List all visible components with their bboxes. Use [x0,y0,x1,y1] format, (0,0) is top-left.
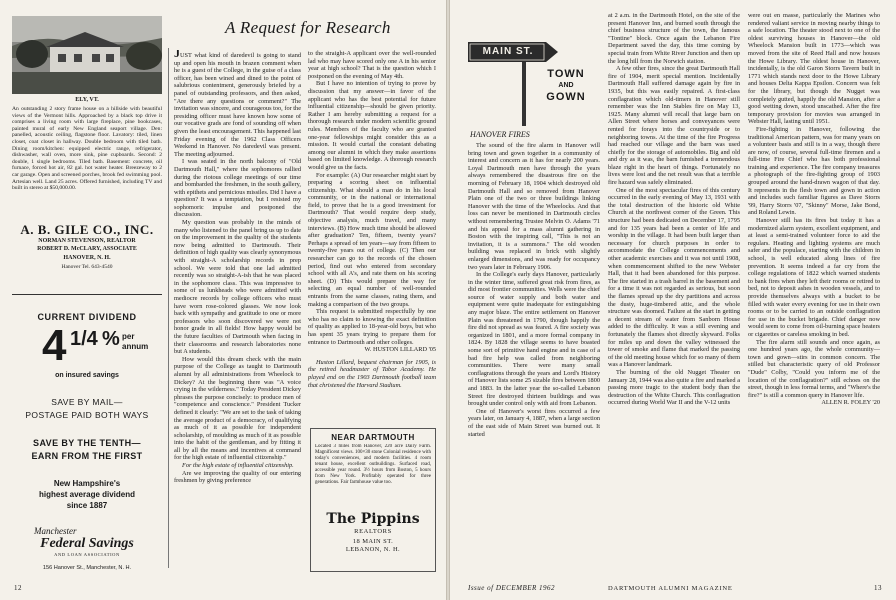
gile-line2: ROBERT D. McCLARY, ASSOCIATE [37,246,137,252]
fires-paragraph-6: One of the most spectacular fires of this century occurred in the early evening of May 13, 1931 with the total destruction of the historic old White Church at the northwest corner of the Green. This structure had been dedicated on December 17, 1795 and for 135 years had been a center of life and worship in the village. It had been built larger than necessary for church purposes in order to accommodate the College commencements and other academic exercises and it was not until 1908, when commencement shifted to the new Webster Hall, that it had been abandoned for this purpose. The fire started in a trash barrel in the basement and for a time it was not regarded as serious, but soon the flames spread up the dry partitions and across the dusty, huge-timbered attic, and the whole structure was doomed. Failure at the start in getting a decent stream of water from Sanborn House added to the difficulty. It was a still evening and fortunately the flames shot directly skyward. Folks for miles up and down the valley witnessed the tower of smoke and flame that marked the passing of the old meeting house which for so many of them was a Hanover landmark. [608,186,740,369]
fires-paragraph-4: at 2 a.m. in the Dartmouth Hotel, on the site of the present Hanover Inn, and burned south through the chief business structure of the town, the famous "Tontine" block. Once again the Lebanon Fire Department saved the day, this time coming by special train from White River Junction and then up the long hill from the Norwich station. [608,12,740,65]
header-town: TOWN [547,68,585,80]
gile-line1: NORMAN STEVENSON, REALTOR [38,238,136,244]
fires-paragraph-11: The fire alarm still sounds and once again, as one hundred years ago, the whole community—town and gown—stirs in common concern. The stilled but characteristic query of old Professor "Dude" Colby, "Could you inform me of the location of the conflagration?" still echoes on the street, though in less formal terms, and "Where's the fire?" is still a common query in Hanover life. [748,338,880,399]
pippins-street: 18 MAIN ST. [352,538,394,545]
fires-paragraph-8: were out en masse, particularly the Marines who rendered valiant service in moving nearby things to a safe location. The theater stood next to one of the oldest surviving houses in Hanover—the old Wheelock Mansion built in 1773—which was moved from the site of Reed Hall and now houses the Howe Library. The oldest house in Hanover, incidentally, is the old Garon Storrs Tavern built in 1771 which stands next door to the Howe Library and houses Delta Kappa Epsilon. Concern was felt for the library, but though the Nugget was completely gutted, happily the old Mansion, after a good wetting down, stood unscathed. After the fire temporary provision for movies was arranged in Webster Hall, lasting until 1951. [748,12,880,126]
header-and: AND [558,82,574,89]
right-page [450,0,896,600]
bank-line6: highest average dividend [38,490,136,499]
bank-line4: EARN FROM THE FIRST [31,451,143,461]
rate-subtitle: on insured savings [55,372,119,379]
fires-column-3 [748,12,880,574]
bank-ad [12,300,162,572]
bank-line1: SAVE BY MAIL— [51,397,123,407]
fires-column-1 [468,142,600,574]
bank-logo [12,526,162,557]
article-subhead: HANOVER FIRES [470,130,530,139]
town-and-gown-header [466,28,600,126]
bank-logo-top: Manchester [34,526,77,536]
page-number-right: 13 [874,584,882,592]
bank-line7: since 1887 [66,501,108,510]
page-number-left: 12 [14,584,22,592]
house-photo-graphic [12,16,162,94]
bank-line3: SAVE BY THE TENTH— [33,438,141,448]
ely-caption: ELY, VT. [75,97,99,103]
gile-phone: Hanover Tel. 643-4540 [61,264,113,270]
rate-whole: 4 [42,321,67,370]
article-paragraph-6: Are we improving the quality of our entering freshmen by giving preference [174,469,301,485]
author-signature: W. HUSTON LILLARD '05 [364,346,436,354]
pippins-sub: REALTORS [354,528,392,535]
article-paragraph-7: to the straight-A applicant over the well-rounded lad who may have scored only one A in his senior year at high school? That is the question which I postponed on the evening of May 4th. [308,50,436,80]
column-rule-left [168,48,169,568]
header-gown: GOWN [546,91,586,103]
near-ad-heading: NEAR DARTMOUTH [331,433,415,442]
pippins-block [311,511,435,553]
fires-paragraph-9: Fire-fighting in Hanover, following the traditional American pattern, was for many years on a volunteer basis and still is in a way, though there are now, of course, several full-time firemen and a full-time Fire Chief who has both professional training and experience. The fire company treasures a photograph of the fire-fighting group of 1903 grouped around the hand-drawn wagon of that day. It represents in the flesh town and gown in action and includes such familiar figures as Dave Storrs '99, Harry Storrs '07, "Skinny" Morse, Jake Bond, and Roland Lewin. [748,125,880,217]
header-words [532,68,600,103]
drop-cap: J [174,50,180,60]
article-paragraph-4: How would this dream check with the main purpose of the College as taught to Dartmouth alumni by all administrations from Wheelock to Dickey? At the beginning there was "A voice crying in the wilderness." Today President Dickey phrases the purpose concisely: to produce men of "competence and conscience." President Tucker defined it clearly: "We are set to the task of taking the average product of a democracy, of qualifying as much of it as possible for independent scholarship, of moulding as much of it as possible into the habit of the gentleman, and by fitting it all by all the means and incentives at command for the high estate of influential citizenship." [174,355,301,462]
near-dartmouth-ad [310,428,436,572]
bank-logo-main: Federal Savings [40,536,134,551]
fires-paragraph-1: The sound of the fire alarm in Hanover will bring town and gown together in a community of interest and concern as it has for nearly 200 years. Loyal Dartmouth men have through the years always remembered the disastrous fire on the morning of February 18, 1904 which destroyed old Dartmouth Hall and so removed from Hanover Plain one of the two or three buildings linking Hanover with the time of the Wheelocks. And that loss can never be mentioned in Dartmouth circles without remembering Trustee Melvin O. Adams '71 and his appeal for a mass alumni gathering in Boston with the inspiring call, "This is not an invitation, it is a summons." The old wooden building was replaced in brick with slightly enlarged dimensions, and was ready for occupancy two years later in February 1906. [468,142,600,271]
gile-name: A. B. GILE CO., INC. [20,222,154,237]
rate-percent: % [102,328,120,350]
fires-paragraph-10: Hanover still has its fires but today it has a modernized alarm system, excellent equipment, and at least a semi-trained volunteer force to aid the regulars. Heating and lighting systems are much safer and the populace, starting with the children in school, is well educated along lines of fire prevention. It seems indeed a far cry from the college regulations of 1822 which warned students to bank fires when they left their rooms or retired to bed, not to deposit ashes in wooden vessels, and to provide themselves always with a bucket to be filled with water every evening for use in their own rooms or to be carried to an outside conflagration for use in the bucket brigade. Chief danger now would seem to come from oil-burning space heaters or cigarettes or careless smoking in bed. [748,217,880,338]
bank-line2: POSTAGE PAID BOTH WAYS [25,410,149,420]
pippins-city: LEBANON, N. H. [345,546,401,553]
bank-address: 156 Hanover St., Manchester, N. H. [42,565,132,571]
rate-annum: annum [122,342,149,351]
article-column-1 [174,50,301,574]
ad-divider [12,294,162,295]
fires-paragraph-7: The burning of the old Nugget Theater on January 28, 1944 was also quite a fire and marked a passing more tragic to the student body than the destruction of the White Church. This conflagration occurred during World War II and the V-12 units [608,368,740,407]
pippins-brand: The Pippins [326,511,420,527]
left-page [0,0,446,600]
gile-line3: HANOVER, N. H. [63,255,111,261]
article-paragraph-2: I was seated in the north balcony of "Old Dartmouth Hall," where the sophomores rallied during the riotous college meetings of our time and bombarded the freshmen, in the south gallery, with epithets and pernicious missiles. Did I have a question? It was a temptation, but I resisted my sophomoric impulse and postponed the discussion. [174,158,301,219]
fires-paragraph-5: A few other fires, since the great Dartmouth Hall fire of 1904, merit special mention. Incidentally Dartmouth Hall suffered damage again by fire in 1935, but this was easily repaired. A first-class conflagration which old-timers in Hanover still remember was the Inn Stables fire on May 13, 1925. Many alumni will recall that large barn on Allen Street where horses and conveyances were rented for forays into the countryside or to neighboring towns. At the time of the fire Progress had reached our village and the barn was used chiefly for the storage of automobiles. Big and old and dry as it was, the barn furnished a tremendous blaze right in the heart of things. Fortunately no lives were lost and the net result was that a terrible fire hazard was safely eliminated. [608,65,740,187]
issue-date: Issue of DECEMBER 1962 [468,584,556,592]
article-paragraph-10: This request is submitted respectfully by one who has no claim to knowing the exact definition of quality as applied to 18-year-old boys, but who has spent 35 years trying to prepare them for entrance to Dartmouth and other colleges. [308,308,436,346]
fires-signature: ALLEN R. FOLEY '20 [821,399,880,407]
fires-paragraph-2: In the College's early days Hanover, particularly in the winter time, suffered great risk from fires, as did most frontier communities. Wells were the chief source of water supply and both water and equipment were quite inadequate for extinguishing any major blaze. The entire settlement on Hanover Plain was threatened in 1790, though happily the fire did not spread as was feared. A fire society was organized in 1801, and a more formal company in 1824. By 1828 the village seems to have boasted some sort of primitive hand engine and in case of a bad fire help was called from neighboring communities. There were many small conflagrations through the years and Lord's History of Hanover lists some 25 sizable fires between 1800 and 1883. In the latter year the so-called Lebanon Street fire destroyed thirteen buildings and was brought under control only with aid from Lebanon. [468,271,600,408]
article-paragraph-3: My question was probably in the minds of many who listened to the panel bring us up to date on the improvement in the quality of the students now being admitted to Dartmouth. Their definition of high quality was clearly synonymous with straight-A scholarship records in prep school. We were told that one lad admitted recently was so straight-A-ish that he was placed in the sophomore class. This was impressive to some of us lunkheads who were admitted with mediocre records by college officers who must have worn rose-colored glasses. We now look back with sympathy and gratitude to one or more professors who soon discovered we were not honor grade in all fields! How happy would be the future faculties of Dartmouth when facing in their classrooms and research laboratories none but A students. [174,219,301,356]
near-ad-body: Located 3 miles from Hanover, 220 acre Dairy Farm. Magnificent views. 100×30 stone Colonial residence with today's conveniences, and modern facilities. 4 room tenant house, excellent outbuildings. Surfaced road, accessible year round. 3½ hours from Boston, 5 hours from New York. Profitably operated for three generations. Fair farmhouse value too. [315,444,431,485]
article-paragraph-8: But I have no intention of trying to prove by discussion that my answer—in favor of the applicant who has the best potential for future influential citizenship—should be given priority. Rather I am hereby submitting a request for a thorough research under modern scientific ground rules. Members of the faculty who are granted one-year fellowships might consider this as a mission. It would curtail the constant debating among our alumni in which they make assertions based on limited knowledge. A thorough research would give us the facts. [308,80,436,171]
rate-fraction: 1/4 [70,328,98,350]
bank-heading: CURRENT DIVIDEND [37,312,137,322]
article-paragraph-9: For example: (A) Our researcher might start by preparing a scoring sheet on influential citizenship. What should a man do in his local community, or in the national or international field, to prove that he is a good investment for Dartmouth? That would require deep study, objective analysis, much travel, and many interviews. (B) How much time should be allowed after graduation? Ten, fifteen, twenty years? Perhaps a spread of ten years—say from fifteen to twenty-five years out of college. (C) Then our researcher can go to the records of the chosen period, find out who entered from secondary school with all A's, and rate them on his scoring sheet. (D) This would prepare the way for selecting an equal number of well-rounded entrants from the same classes, rating them, and making a comparison of the two groups. [308,171,436,308]
rate-per: per [122,332,135,341]
fires-column-2 [608,12,740,574]
dividend-rate [12,321,162,372]
article-column-2 [308,50,436,422]
magazine-name: DARTMOUTH ALUMNI MAGAZINE [608,585,733,592]
article-paragraph-1: JUST what kind of daredevil is going to stand up and open his mouth in brazen comment when he is a guest of the College, in the guise of a class officer, has been wined and dined to the point of salubrious contentment, generously briefed by a panel of outstanding professors, and then asked, "Are there any questions or comment?" The invitation was sincere, and courageous too, for the presiding officer must have known how some of our vocative grads are fond of sounding off when given the least encouragement. This happened last Friday evening of the 1962 Class Officers Weekend in Hanover. No daredevil was present. The meeting adjourned. [174,50,301,158]
bank-logo-sub: AND LOAN ASSOCIATION [54,552,120,557]
page-title: A Request for Research [225,18,391,37]
bank-line5: New Hampshire's [53,479,121,488]
article-paragraph-5: For the high estate of influential citizenship. [182,462,294,470]
author-note: Huston Lillard, bequest chairman for 1905, is the retired headmaster of Tabor Academy. He played end on the 1903 Dartmouth football team that christened the Harvard Stadium. [308,358,436,389]
fires-paragraph-3: One of Hanover's worst fires occurred a few years later, on January 4, 1887, when a large section of the east side of Main Street was burned out. It started [468,407,600,438]
house-photo [12,16,162,94]
gile-ad [12,222,162,292]
ely-ad-body: An outstanding 2 story frame house on a hillside with beautiful views of the Vermont hills. Approached by a black top drive it comprises a living room with large fireplace, pine bookcases, painted mural of early New England seaport village. Den: panelled, acoustic ceiling, flagstone floor. Lavatory: tiled, linen closet, coat closet in hallway. Double bedroom with tiled bath. Dining room/kitchen: equipped electric range, refrigerator, dishwasher, wall oven, more sink, pine cupboards. Second: 2 double, 1 single bedrooms. Tiled bath. Basement: concrete, oil furnace, forced hot air, 82 gal. hot water heater. Breezeway to 2 car garage. Open and screened porches, brook fed swimming pool. Artesian well. Land 25 acres. Offered furnished, including TV and built in stereo at $50,000.00. [12,106,162,192]
street-sign-text: MAIN ST. [482,46,534,57]
